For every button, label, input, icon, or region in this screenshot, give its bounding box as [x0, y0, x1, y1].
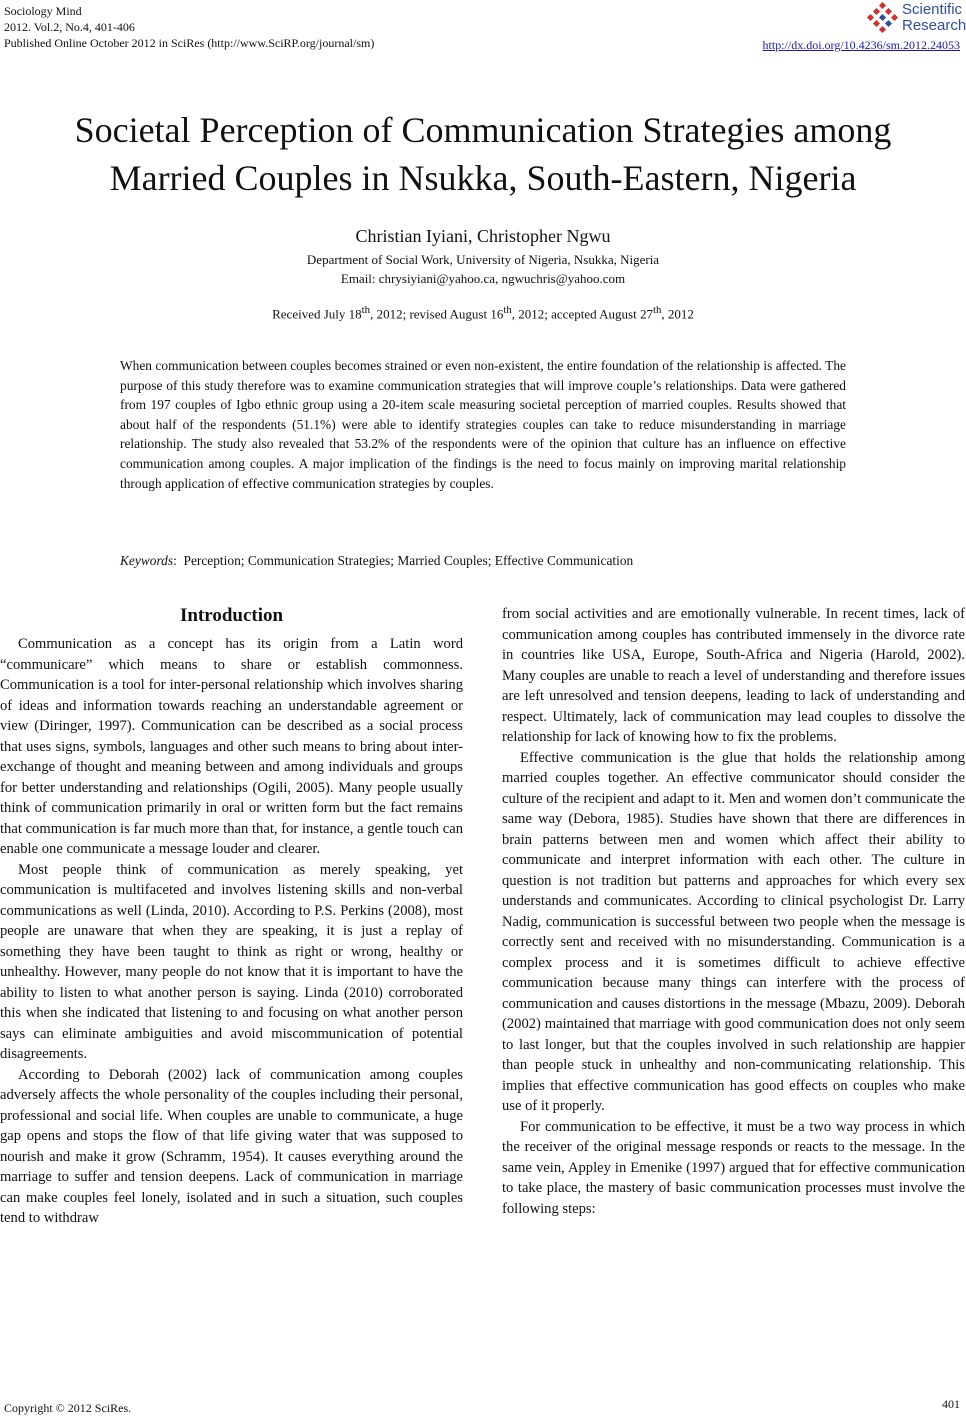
keywords: Keywords: Perception; Communication Strategies; Married Couples; Effective Communication — [120, 553, 634, 568]
right-column — [502, 604, 965, 1219]
diamond-grid-logo-icon — [866, 2, 900, 34]
title-line-2: Married Couples in Nsukka, South-Eastern, Nigeria — [109, 158, 857, 198]
logo-wordmark: Scientific Research — [902, 1, 966, 34]
affiliation — [0, 250, 966, 288]
received-dates: Received July 18th, 2012; revised August 16th, 2012; accepted August 27th, 2012 — [272, 304, 694, 322]
keywords-label: Keywords — [120, 553, 174, 568]
paragraph: from social activities and are emotionally vulnerable. In recent times, lack of communication among couples has contributed immensely in the divorce rate in countries like USA, Europe, South-Africa and Nigeria (Harold, 2002). Many couples are unable to reach a level of understanding and therefore issues are left unresolved and tension deepens, leading to lack of understanding and respect. Ultimately, lack of communication may lead couples to dissolve the relationship for lack of knowing how to fix the problems. — [502, 606, 965, 745]
paragraph: Effective communication is the glue that holds the relationship among married couples together. An effective communicator should consider the culture of the recipient and adapt to it. Men and women don’t communicate the same way (Debora, 1985). Studies have shown that there are differences in brain patterns between men and women which affect their ability to communicate and interpret information with each other. The culture in question is not tradition but patterns and approaches for which every sex understands and communicates. According to clinical psychologist Dr. Larry Nadig, communication is successful between two people when the message is correctly sent and received with no misunderstanding. Communication is a complex process and it is sometimes difficult to achieve effective communication because many things can interfere with the process of communication and causes distortions in the message (Mbazu, 2009). Deborah (2002) maintained that marriage with good communication does not only seem to last longer, but that the couples involved in such relationship are happier than people stuck in unhealthy and non-communicating relationship. This implies that effective communication has good effects on couples who make use of it properly. — [502, 749, 965, 1114]
paragraph: Most people think of communication as merely speaking, yet communication is multifaceted and involves listening skills and non-verbal communications as well (Linda, 2010). According to P.S. Perkins (2008), most people are unaware that when they are speaking, it is just a replay of something they have been taught to think as right or wrong, healthy or unhealthy. However, many people do not know that it is important to have the ability to listen to what another person is saying. Linda (2010) corroborated this when she indicated that listening to and focusing on what another person says can eliminate ambiguities and avoid miscommunication of potential disagreements. — [0, 861, 463, 1062]
journal-name: Sociology Mind — [4, 4, 82, 18]
title-line-1: Societal Perception of Communication Strategies among — [74, 110, 892, 150]
page-number: 401 — [942, 1397, 960, 1411]
abstract: When communication between couples becomes strained or even non-existent, the entire foundation of the relationship is affected. The purpose of this study therefore was to examine communication strategies that will improve couple’s relationships. Data were gathered from 197 couples of Igbo ethnic group using a 20-item scale measuring societal perception of married couples. Results showed that about half of the respondents (51.1%) were able to identify strategies couples can take to reduce misunderstanding in marriage relationship. The study also revealed that 53.2% of the respondents were of the opinion that culture has an influence on effective communication among couples. A major implication of the findings is the need to focus mainly on improving marital relationship through application of effective communication strategies by couples. — [120, 358, 846, 491]
authors: Christian Iyiani, Christopher Ngwu — [355, 226, 611, 246]
paragraph: According to Deborah (2002) lack of communication among couples adversely affects the whole personality of the couples including their personal, professional and social life. When couples are unable to communicate, a huge gap opens and stops the flow of that life giving water that was supposed to nourish and make it grow (Schramm, 1954). It causes everything around the marriage to suffer and tension deepens. Lack of communication in marriage can make couples feel lonely, isolated and in such a situation, such couples tend to withdraw — [0, 1066, 463, 1226]
paragraph: Communication as a concept has its origin from a Latin word “communicare” which means to share or establish commonness. Communication is a tool for inter-personal relationship which involves sharing of ideas and information towards reaching an understandable agreement or view (Diringer, 1997). Communication can be described as a social process that uses signs, symbols, languages and other such means to bring about inter-exchange of thought and meaning between and among individuals and groups for better understanding and relationships (Ogili, 2005). Many people usually think of communication primarily in oral or written form but the fact remains that communication is far much more than that, for instance, a gentle touch can enable one communicate a message louder and clearer. — [0, 636, 463, 857]
published-online: Published Online October 2012 in SciRes (http://www.SciRP.org/journal/sm) — [4, 36, 375, 50]
paragraph: For communication to be effective, it must be a two way process in which the receiver of the original message responds or reacts to the message. In the same vein, Appley in Emenike (1997) argued that for effective communication to take place, the mastery of basic communication processes must involve the following steps: — [502, 1118, 965, 1217]
section-title: Introduction — [179, 605, 284, 626]
left-column — [0, 604, 463, 1229]
volume-info: 2012. Vol.2, No.4, 401-406 — [4, 20, 135, 34]
doi-link[interactable]: http://dx.doi.org/10.4236/sm.2012.24053 — [762, 38, 960, 52]
paper-title — [0, 106, 966, 202]
department: Department of Social Work, University of Nigeria, Nsukka, Nigeria — [306, 252, 660, 267]
journal-header — [4, 3, 374, 51]
keywords-list: Perception; Communication Strategies; Married Couples; Effective Communication — [183, 553, 634, 568]
copyright: Copyright © 2012 SciRes. — [4, 1401, 132, 1415]
email: Email: chrysiyiani@yahoo.ca, ngwuchris@yahoo.com — [340, 271, 626, 286]
scientific-research-logo — [866, 2, 966, 36]
